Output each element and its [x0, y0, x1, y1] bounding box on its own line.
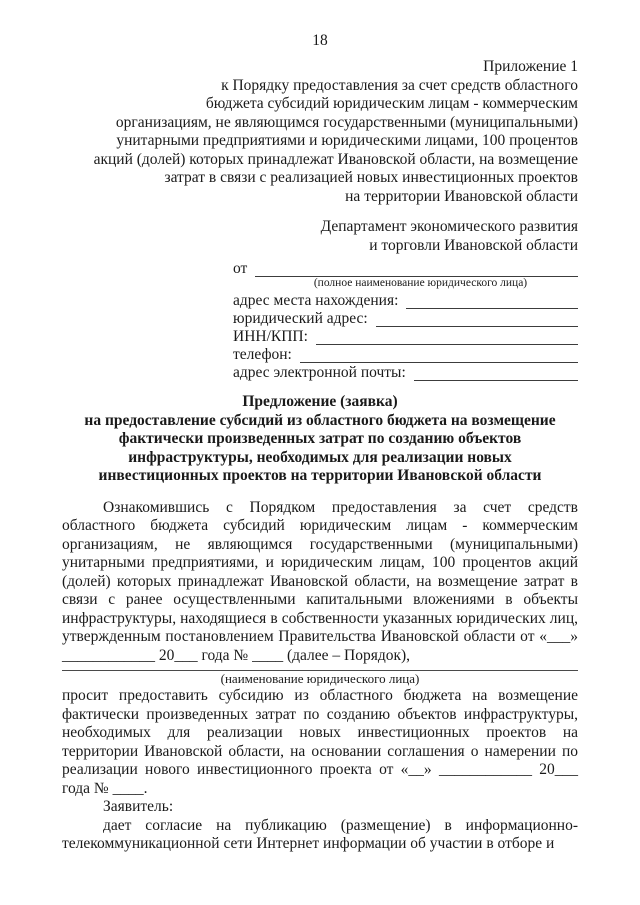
document-title — [62, 393, 578, 486]
addressee-block — [62, 218, 578, 255]
field-fill-line — [376, 309, 578, 327]
field-fill-line — [406, 291, 578, 309]
title-line: фактически произведенных затрат по созданию объектов — [118, 430, 522, 447]
form-field-row — [233, 363, 578, 381]
applicant-details-form — [233, 259, 578, 381]
appendix-line: затрат в связи с реализацией новых инвестиционных проектов — [164, 169, 578, 186]
paragraph-intro: Ознакомившись с Порядком предоставления за счет средств областного бюджета субсидий юридическим лицам - коммерческим организациям, не являющимся государственными (муниципальными) унитарными предприятиями, и юридическим лицам, 100 процентов акций (долей) которых принадлежат Ивановской области, на возмещение затрат в связи с ранее осуществленными капитальными вложениями в объекты инфраструктуры, находящиеся в собственности указанных юридических лиц, утвержденным постановлением Правительства Ивановской области от «___» ____________ 20___ года № ____ (далее – Порядок), — [62, 498, 578, 664]
form-field-row — [233, 327, 578, 345]
appendix-line: Приложение 1 — [483, 58, 578, 75]
title-line: инфраструктуры, необходимых для реализации новых — [128, 448, 512, 466]
from-caption: (полное наименование юридического лица) — [313, 277, 528, 289]
title-line: Предложение (заявка) — [242, 393, 398, 410]
appendix-line: акций (долей) которых принадлежат Ивановской области, на возмещение — [93, 150, 578, 168]
appendix-line: унитарными предприятиями и юридическими лицами, 100 процентов — [116, 132, 578, 149]
appendix-line: организациям, не являющимся государственными (муниципальными) — [115, 113, 578, 131]
title-line: инвестиционных проектов на территории Ивановской области — [98, 467, 542, 484]
appendix-header-block — [62, 58, 578, 206]
field-label-legal-address: юридический адрес: — [233, 310, 368, 327]
appendix-line: бюджета субсидий юридическим лицам - коммерческим — [205, 95, 578, 112]
field-fill-line — [414, 363, 578, 381]
from-row — [233, 259, 578, 277]
field-label-phone: телефон: — [233, 346, 292, 363]
from-fill-line — [255, 259, 578, 277]
field-label-email: адрес электронной почты: — [233, 364, 406, 381]
field-fill-line — [316, 327, 578, 345]
from-label: от — [233, 260, 248, 277]
legal-entity-name-caption: (наименование юридического лица) — [220, 671, 420, 686]
field-label-address-location: адрес места нахождения: — [233, 292, 399, 309]
form-field-row — [233, 291, 578, 309]
appendix-line: на территории Ивановской области — [345, 187, 578, 205]
paragraph-request: просит предоставить субсидию из областного бюджета на возмещение фактически произведенных затрат по созданию объектов инфраструктуры, необходимых для реализации новых инвестиционных проектов на территории Ивановской области, на основании соглашения о намерении по реализации нового инвестиционного проекта от «__» ____________ 20___ года № ____. — [62, 687, 578, 797]
appendix-line: к Порядку предоставления за счет средств областного — [221, 76, 578, 94]
form-field-row — [233, 309, 578, 327]
applicant-label: Заявитель: — [103, 798, 174, 815]
title-line: на предоставление субсидий из областного бюджета на возмещение — [84, 411, 556, 429]
form-field-row — [233, 345, 578, 363]
addressee-line: и торговли Ивановской области — [369, 236, 578, 254]
addressee-line: Департамент экономического развития — [320, 218, 578, 235]
field-label-inn-kpp: ИНН/КПП: — [233, 328, 308, 345]
field-fill-line — [300, 345, 578, 363]
page-number: 18 — [312, 32, 328, 49]
paragraph-consent: дает согласие на публикацию (размещение) в информационно-телекоммуникационной сети Интернет информации об участии в отборе и — [62, 816, 578, 852]
